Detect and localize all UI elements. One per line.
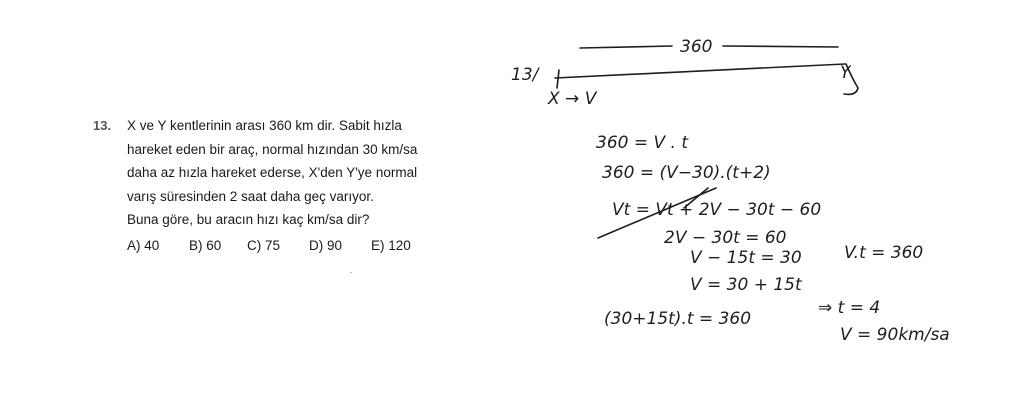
work-line: V − 15t = 30 <box>690 248 802 268</box>
question-line: Buna göre, bu aracın hızı kaç km/sa dir? <box>127 212 370 227</box>
question-line: daha az hızla hareket ederse, X'den Y'ye normal <box>127 165 418 180</box>
option-e: E) 120 <box>371 237 411 253</box>
x-tick <box>557 70 559 88</box>
problem-label: 13/ <box>511 65 539 85</box>
work-line: 360 = (V−30).(t+2) <box>602 163 771 183</box>
work-line: V = 30 + 15t <box>690 275 802 295</box>
option-d: D) 90 <box>309 237 343 253</box>
work-line: V = 90km/sa <box>840 325 950 345</box>
work-line: 360 = V . t <box>596 133 689 153</box>
option-c: C) 75 <box>247 237 281 253</box>
work-line: ⇒ t = 4 <box>818 298 881 318</box>
work-line: V.t = 360 <box>844 243 924 263</box>
question-line: X ve Y kentlerinin arası 360 km dir. Sabit hızla <box>127 118 402 133</box>
distance-label: 360 <box>680 37 713 57</box>
question-line: hareket eden bir araç, normal hızından 30 km/sa <box>127 141 418 157</box>
option-b: B) 60 <box>189 237 222 253</box>
start-label: X → V <box>548 89 597 109</box>
end-label: Y <box>840 63 851 83</box>
question-line: varış süresinden 2 saat daha geç varıyor. <box>127 188 374 204</box>
option-a: A) 40 <box>127 237 160 253</box>
work-line: 2V − 30t = 60 <box>664 228 787 248</box>
work-line: (30+15t).t = 360 <box>604 309 752 329</box>
work-line: Vt = Vt + 2V − 30t − 60 <box>612 200 822 220</box>
question-number: 13. <box>93 118 112 133</box>
road-line <box>555 64 845 78</box>
